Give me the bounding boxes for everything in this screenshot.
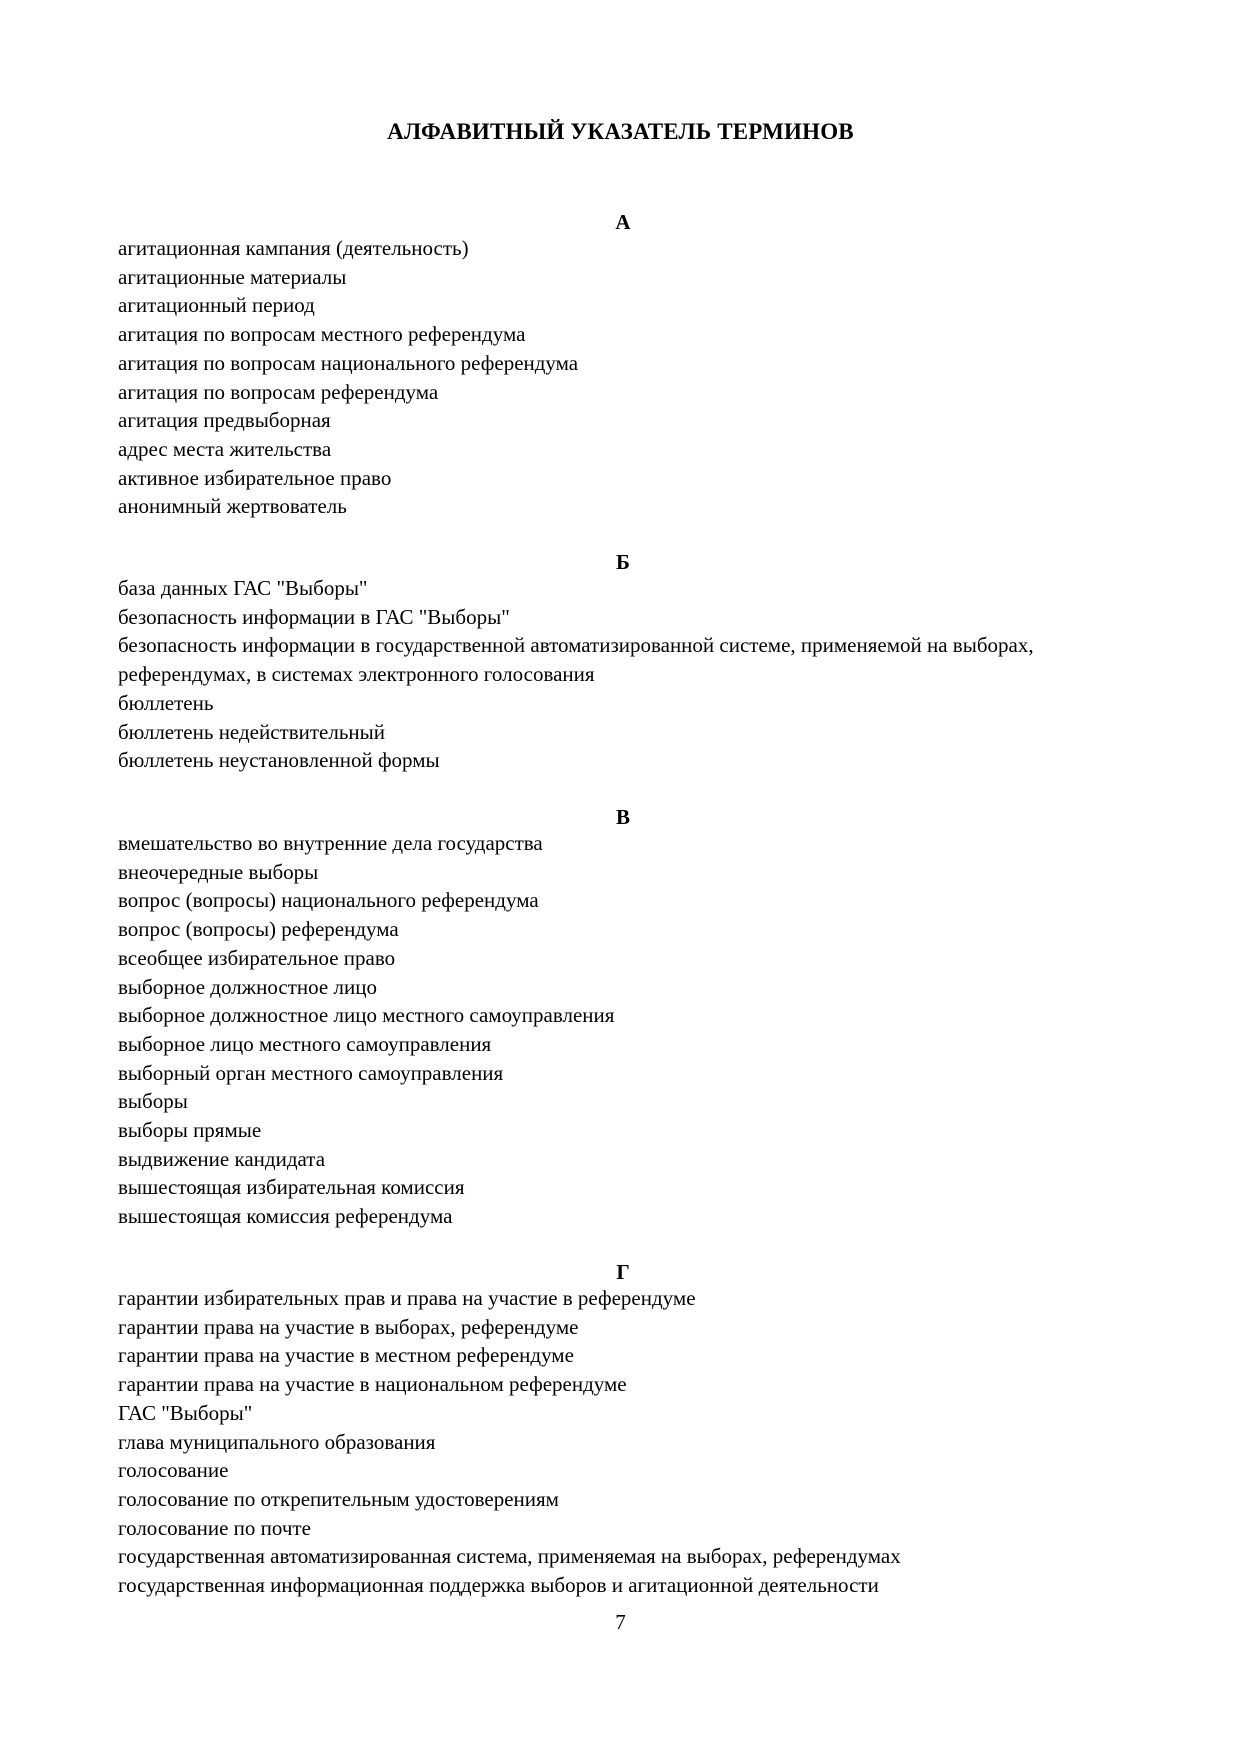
index-entry: ГАС "Выборы" [118, 1400, 253, 1425]
index-entry: вопрос (вопросы) референдума [118, 917, 399, 942]
index-entry: выдвижение кандидата [118, 1146, 326, 1171]
index-section-a [118, 210, 1128, 521]
index-entry: глава муниципального образования [118, 1429, 436, 1454]
entry-list [118, 1284, 1128, 1600]
index-entry: агитация по вопросам местного референдума [118, 322, 526, 347]
page-number: 7 [615, 1610, 626, 1634]
section-letter: А [615, 210, 631, 234]
index-entry: агитация по вопросам референдума [118, 379, 439, 404]
index-entry: выборы [118, 1089, 188, 1114]
section-letter: В [615, 805, 630, 829]
index-entry: голосование [118, 1458, 229, 1483]
index-entry: бюллетень недействительный [118, 719, 386, 744]
index-entry: гарантии права на участие в местном референдуме [118, 1343, 574, 1368]
entry-list [118, 574, 1128, 775]
index-entry: вышестоящая избирательная комиссия [118, 1175, 465, 1200]
index-entry: голосование по почте [118, 1515, 311, 1540]
index-entry: база данных ГАС "Выборы" [118, 576, 368, 600]
index-entry: бюллетень неустановленной формы [118, 748, 440, 773]
index-entry: государственная информационная поддержка выборов и агитационной деятельности [118, 1573, 879, 1598]
section-letter: Г [616, 1260, 630, 1284]
index-entry: гарантии избирательных прав и права на участие в референдуме [118, 1286, 696, 1310]
index-entry: голосование по открепительным удостоверениям [118, 1486, 559, 1511]
index-entry: выборный орган местного самоуправления [118, 1060, 504, 1085]
index-entry: безопасность информации в ГАС "Выборы" [118, 604, 510, 629]
index-entry: всеобщее избирательное право [118, 945, 396, 970]
entry-list [118, 829, 1128, 1231]
index-entry: внеочередные выборы [118, 859, 319, 884]
index-section-v [118, 805, 1128, 1231]
index-entry: адрес места жительства [118, 436, 332, 461]
index-entry: гарантии права на участие в национальном референдуме [118, 1372, 627, 1397]
index-entry: гарантии права на участие в выборах, референдуме [118, 1314, 579, 1339]
index-entry: выборное лицо местного самоуправления [118, 1031, 492, 1056]
index-entry: агитационные материалы [118, 264, 347, 289]
index-entry: бюллетень [118, 690, 214, 715]
index-entry: анонимный жертвователь [118, 494, 347, 519]
index-entry: выборы прямые [118, 1118, 262, 1143]
index-entry: выборное должностное лицо [118, 974, 377, 999]
index-entry: агитационный период [118, 293, 315, 318]
index-entry: агитация предвыборная [118, 408, 331, 433]
entry-list [118, 234, 1128, 521]
index-entry: вмешательство во внутренние дела государства [118, 831, 543, 855]
section-letter: Б [616, 550, 630, 574]
index-entry: безопасность информации в государственной автоматизированной системе, применяемой на выборах, референдумах, в системах электронного голосования [118, 633, 1034, 687]
page-title: АЛФАВИТНЫЙ УКАЗАТЕЛЬ ТЕРМИНОВ [387, 119, 854, 144]
index-section-b [118, 550, 1128, 775]
index-entry: агитация по вопросам национального референдума [118, 350, 579, 375]
index-entry: государственная автоматизированная система, применяемая на выборах, референдумах [118, 1544, 901, 1569]
index-entry: агитационная кампания (деятельность) [118, 236, 469, 260]
index-entry: активное избирательное право [118, 465, 392, 490]
index-entry: выборное должностное лицо местного самоуправления [118, 1003, 615, 1028]
index-entry: вопрос (вопросы) национального референдума [118, 888, 539, 913]
index-entry: вышестоящая комиссия референдума [118, 1204, 453, 1229]
index-section-g [118, 1260, 1128, 1600]
